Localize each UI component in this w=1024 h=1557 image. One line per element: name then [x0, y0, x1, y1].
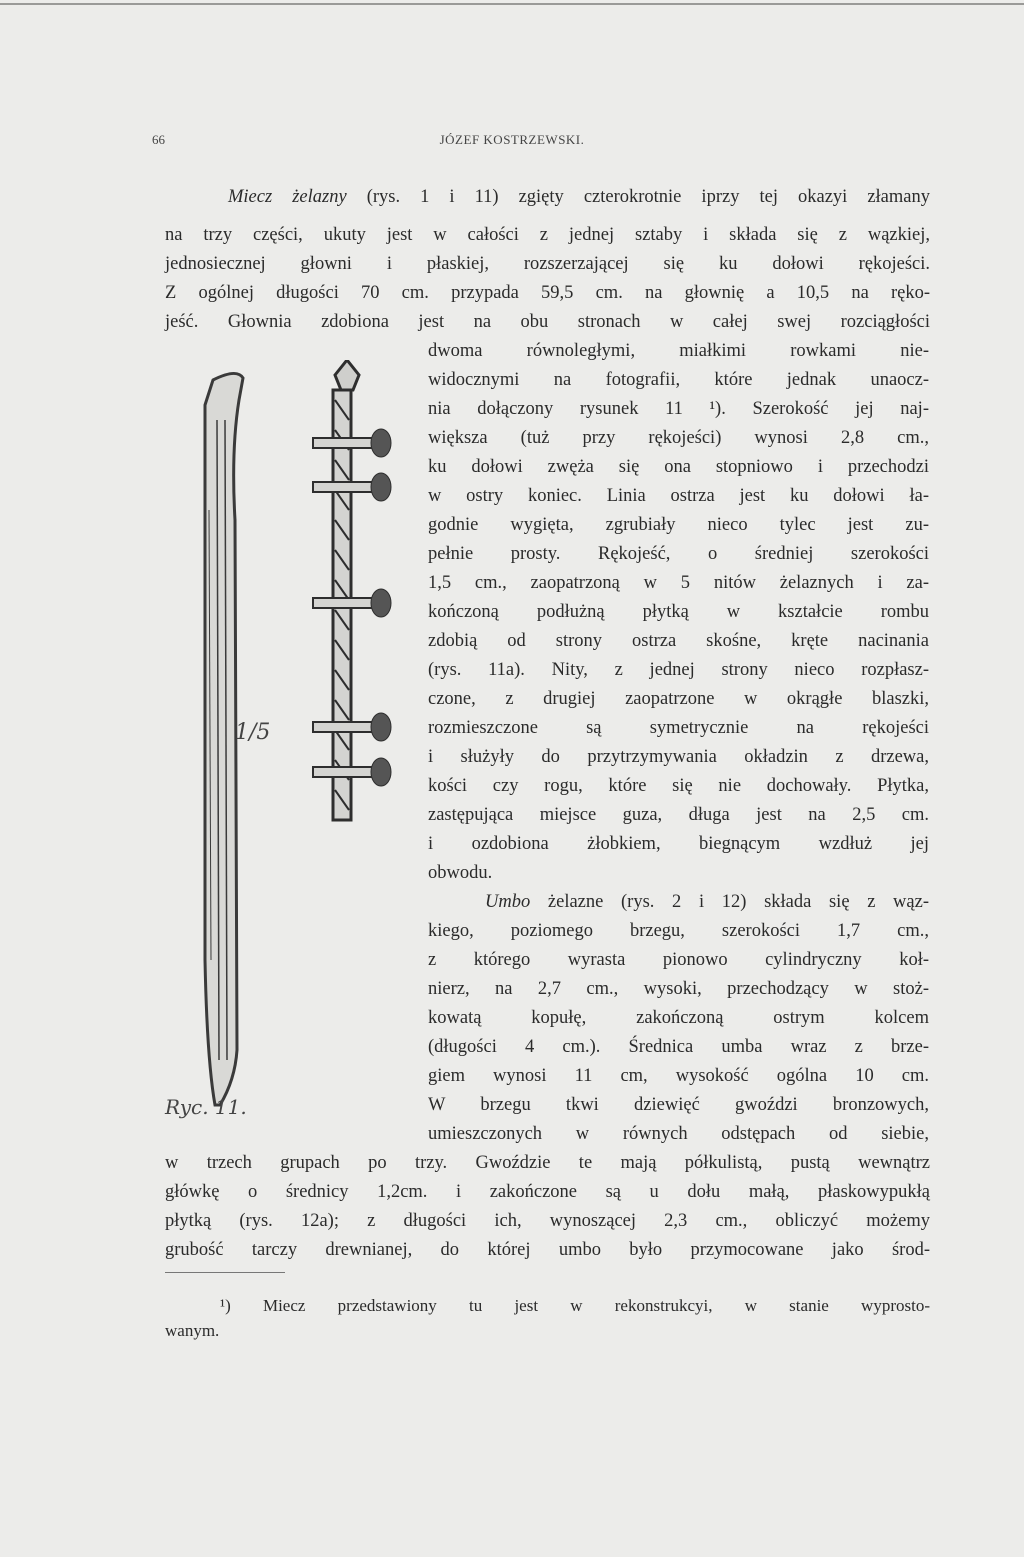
text-line: grubość tarczy drewnianej, do której umbo było przymocowane jako środ-: [165, 1240, 930, 1260]
sword-drawing: [185, 360, 425, 1120]
page-number: 66: [152, 132, 165, 147]
text-line: nierz, na 2,7 cm., wysoki, przechodzący w stoż-: [428, 979, 929, 999]
text-line: w ostry koniec. Linia ostrza jest ku dołowi ła-: [428, 486, 929, 506]
text-line: Miecz żelazny (rys. 1 i 11) zgięty czterokrotnie iprzy tej okazyi złamany: [228, 187, 930, 207]
text-line: 1,5 cm., zaopatrzoną w 5 nitów żelaznych i za-: [428, 573, 929, 593]
text-line: (rys. 11a). Nity, z jednej strony nieco rozpłasz-: [428, 660, 929, 680]
text-line: na trzy części, ukuty jest w całości z jednej sztaby i składa się z wązkiej,: [165, 225, 930, 245]
text-line: giem wynosi 11 cm, wysokość ogólna 10 cm.: [428, 1066, 929, 1086]
text-line: kończoną podłużną płytką w kształcie rombu: [428, 602, 929, 622]
text-line: i ozdobiona żłobkiem, biegnącym wzdłuż jej: [428, 834, 929, 854]
text-line: w trzech grupach po trzy. Gwoździe te mają półkulistą, pustą wewnątrz: [165, 1153, 930, 1173]
text-line: umieszczonych w równych odstępach od siebie,: [428, 1124, 929, 1144]
text-line: kiego, poziomego brzegu, szerokości 1,7 cm.,: [428, 921, 929, 941]
footnote-rule: [165, 1272, 285, 1273]
footnote-line: wanym.: [165, 1321, 220, 1340]
text-line: godnie wygięta, zgrubiały nieco tylec jest zu-: [428, 515, 929, 535]
scan-edge-line: [0, 3, 1024, 5]
text-line: czone, z drugiej zaopatrzone w okrągłe blaszki,: [428, 689, 929, 709]
scale-label: 1/5: [235, 720, 271, 745]
text-line: zastępująca miejsce guza, długa jest na 2,5 cm.: [428, 805, 929, 825]
text-line: (długości 4 cm.). Średnica umba wraz z brze-: [428, 1037, 929, 1057]
running-head: JÓZEF KOSTRZEWSKI.: [439, 132, 585, 147]
text-line: pełnie prosty. Rękojeść, o średniej szerokości: [428, 544, 929, 564]
figure-caption: Ryc. 11.: [165, 1095, 247, 1119]
text-line: główkę o średnicy 1,2cm. i zakończone są u dołu małą, płaskowypukłą: [165, 1182, 930, 1202]
text-line: rozmieszczone są symetrycznie na rękojeści: [428, 718, 929, 738]
sword-figure: [165, 360, 425, 1125]
text-line: jeść. Głownia zdobiona jest na obu stronach w całej swej rozciągłości: [165, 312, 930, 332]
text-line: jednosiecznej głowni i płaskiej, rozszerzającej się ku dołowi rękojeści.: [165, 254, 930, 274]
text-line: widocznymi na fotografii, które jednak unaocz-: [428, 370, 929, 390]
text-line: i służyły do przytrzymywania okładzin z drzewa,: [428, 747, 929, 767]
text-line: większa (tuż przy rękojeści) wynosi 2,8 cm.,: [428, 428, 929, 448]
sword-hilt: [313, 360, 391, 820]
text-line: zdobią od strony ostrza skośne, kręte nacinania: [428, 631, 929, 651]
rivets: [313, 429, 391, 786]
text-line: Umbo żelazne (rys. 2 i 12) składa się z wąz-: [485, 892, 929, 912]
text-line: płytką (rys. 12a); z długości ich, wynoszącej 2,3 cm., obliczyć możemy: [165, 1211, 930, 1231]
text-line: z którego wyrasta pionowo cylindryczny koł-: [428, 950, 929, 970]
text-line: Z ogólnej długości 70 cm. przypada 59,5 cm. na głownię a 10,5 na ręko-: [165, 283, 930, 303]
text-line: ku dołowi zwęża się ona stopniowo i przechodzi: [428, 457, 929, 477]
text-line: kowatą kopułę, zakończoną ostrym kolcem: [428, 1008, 929, 1028]
footnote-line: ¹) Miecz przedstawiony tu jest w rekonstrukcyi, w stanie wyprosto-: [220, 1296, 930, 1315]
text-line: dwoma równoległymi, miałkimi rowkami nie-: [428, 341, 929, 361]
text-line: W brzegu tkwi dziewięć gwoździ bronzowych,: [428, 1095, 929, 1115]
text-line: nia dołączony rysunek 11 ¹). Szerokość jej naj-: [428, 399, 929, 419]
text-line: kości czy rogu, które się nie dochowały. Płytka,: [428, 776, 929, 796]
text-line: obwodu.: [428, 863, 493, 883]
